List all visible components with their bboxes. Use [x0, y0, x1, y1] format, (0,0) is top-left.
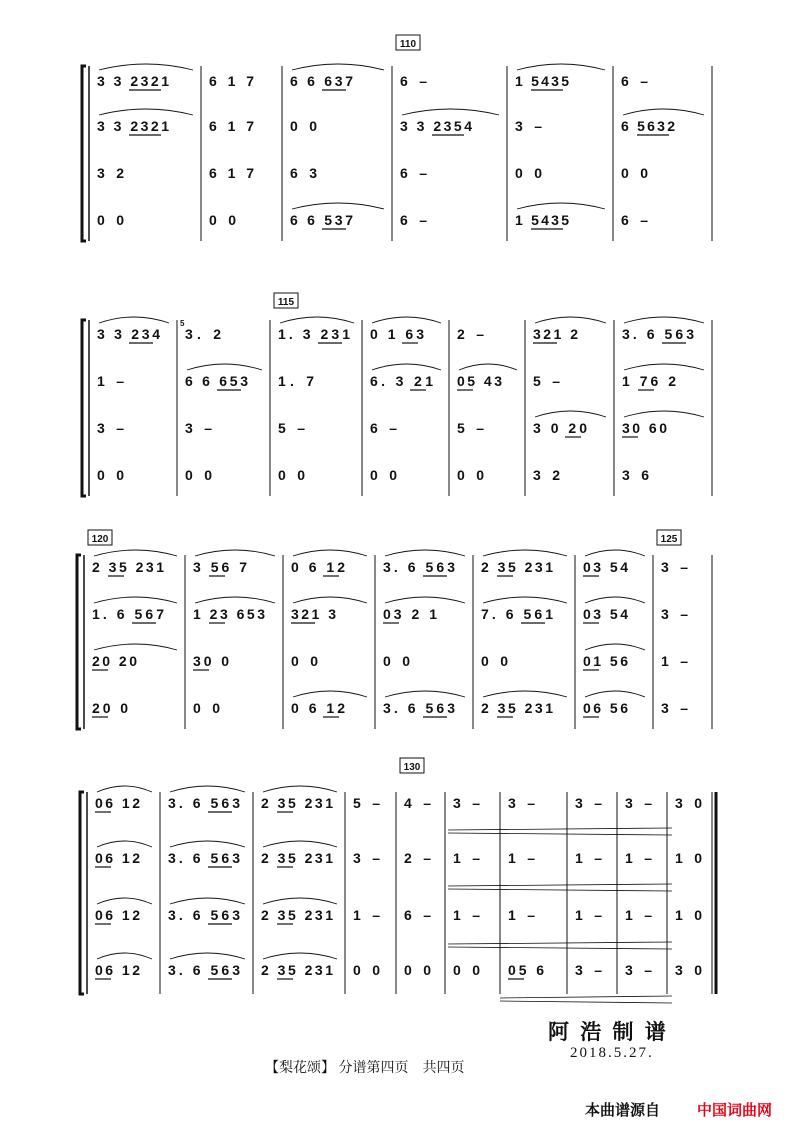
measure-notes: 20 0: [92, 700, 128, 716]
measure-notes: 321 2: [533, 326, 578, 342]
measure-notes: 3 2: [97, 165, 124, 181]
measure-notes: 3. 6 563: [168, 962, 240, 978]
rehearsal-mark-label: 110: [399, 39, 417, 50]
slur: [293, 550, 367, 556]
measure-notes: 6 3: [290, 165, 317, 181]
slur: [292, 203, 384, 209]
score-system-1: [82, 35, 712, 241]
measure-notes: 2 –: [404, 850, 431, 866]
slur: [402, 109, 499, 115]
measure-notes: 0 6 12: [291, 559, 345, 575]
measure-notes: 6 1 7: [209, 165, 254, 181]
measure-notes: 3 3 2321: [97, 118, 169, 134]
slur: [99, 64, 193, 70]
measure-notes: 0 1 63: [370, 326, 424, 342]
measure-notes: 3 6: [622, 467, 649, 483]
measure-notes: 6 1 7: [209, 73, 254, 89]
measure-notes: 0 0: [185, 467, 212, 483]
measure-notes: 3 –: [661, 606, 688, 622]
measure-notes: 3 3 2354: [400, 118, 472, 134]
measure-notes: 2 35 231: [261, 907, 333, 923]
source-site: 中国词曲网: [697, 1102, 773, 1119]
measure-notes: 6 5632: [621, 118, 675, 134]
sustain-line: [500, 1001, 672, 1003]
measure-notes: 05 6: [508, 962, 544, 978]
slur: [585, 597, 645, 603]
measure-notes: 321 3: [291, 606, 336, 622]
system-bracket: [80, 792, 84, 994]
slur: [483, 597, 567, 603]
measure-notes: 3 –: [353, 850, 380, 866]
system-bracket: [82, 320, 86, 496]
measure-notes: 1 –: [575, 907, 602, 923]
measure-notes: 2 35 231: [261, 850, 333, 866]
measure-notes: 3 3 2321: [97, 73, 169, 89]
slur: [293, 691, 367, 697]
measure-notes: 06 12: [95, 850, 140, 866]
score-system-4: [80, 758, 716, 994]
slur: [187, 364, 262, 370]
measure-notes: 1 –: [625, 850, 652, 866]
measure-notes: 6 –: [370, 420, 397, 436]
measure-notes: 1. 6 567: [92, 606, 164, 622]
slur: [263, 898, 337, 904]
measure-notes: 3. 6 563: [622, 326, 694, 342]
measure-notes: 0 0: [97, 212, 124, 228]
measure-notes: 1 0: [675, 907, 702, 923]
slur: [385, 691, 465, 697]
measure-notes: 0 0: [353, 962, 380, 978]
measure-notes: 2 –: [457, 326, 484, 342]
measure-notes: 2 35 231: [261, 962, 333, 978]
measure-notes: 3. 6 563: [383, 700, 455, 716]
measure-notes: 0 0: [481, 653, 508, 669]
rehearsal-mark: [400, 758, 424, 773]
measure-notes: 3 –: [515, 118, 542, 134]
slur: [459, 364, 517, 370]
measure-notes: 3. 6 563: [168, 795, 240, 811]
measure-notes: 1 23 653: [193, 606, 265, 622]
sustain-line: [448, 884, 672, 886]
slur: [623, 109, 704, 115]
measure-notes: 30 0: [193, 653, 229, 669]
measure-notes: 6 –: [404, 907, 431, 923]
measure-notes: 2 35 231: [481, 559, 553, 575]
slur: [624, 364, 704, 370]
rehearsal-mark: [88, 530, 112, 545]
measure-notes: 3 2: [533, 467, 560, 483]
measure-notes: 0 0: [97, 467, 124, 483]
slur: [280, 317, 354, 323]
arranger-credit: 阿 浩 制 谱: [548, 1020, 669, 1044]
measure-notes: 0 0: [383, 653, 410, 669]
rehearsal-mark: [657, 530, 681, 545]
slur: [585, 691, 645, 697]
measure-notes: 1 –: [508, 907, 535, 923]
measure-notes: 6 –: [400, 212, 427, 228]
measure-notes: 2 35 231: [92, 559, 164, 575]
slur: [292, 64, 384, 70]
slur: [94, 644, 177, 650]
measure-notes: 6 –: [621, 212, 648, 228]
measure-notes: 03 2 1: [383, 606, 437, 622]
measure-notes: 5 –: [278, 420, 305, 436]
measure-notes: 1 –: [508, 850, 535, 866]
sustain-line: [448, 947, 672, 949]
measure-notes: 0 0: [290, 118, 317, 134]
slur: [372, 364, 441, 370]
measure-notes: 6 6 537: [290, 212, 353, 228]
measure-notes: 1 –: [575, 850, 602, 866]
slur: [535, 317, 606, 323]
measure-notes: 3 –: [508, 795, 535, 811]
measure-notes: 1 5435: [515, 212, 569, 228]
measure-notes: 1 –: [353, 907, 380, 923]
page-footer-title: 【梨花颂】 分谱第四页 共四页: [265, 1061, 465, 1076]
measure-notes: 1 –: [625, 907, 652, 923]
measure-notes: 0 6 12: [291, 700, 345, 716]
measure-notes: 0 0: [457, 467, 484, 483]
slur: [97, 786, 152, 792]
sustain-line: [448, 833, 672, 835]
measure-notes: 3 0: [675, 962, 702, 978]
slur: [585, 644, 645, 650]
measure-notes: 1. 7: [278, 373, 314, 389]
measure-notes: 3 –: [661, 700, 688, 716]
measure-notes: 3 0: [675, 795, 702, 811]
measure-notes: 06 12: [95, 962, 140, 978]
measure-notes: 06 12: [95, 907, 140, 923]
slur: [263, 841, 337, 847]
slur: [385, 550, 465, 556]
measure-notes: 0 0: [515, 165, 542, 181]
measure-notes: 3 –: [185, 420, 212, 436]
measure-notes: 30 60: [622, 420, 667, 436]
measure-notes: 3 –: [625, 962, 652, 978]
measure-notes: 0 0: [370, 467, 397, 483]
slur: [517, 64, 605, 70]
measure-notes: 03 54: [583, 559, 628, 575]
measure-notes: 6 –: [400, 165, 427, 181]
slur: [170, 841, 245, 847]
slur: [535, 411, 606, 417]
slur: [97, 841, 152, 847]
measure-notes: 1 5435: [515, 73, 569, 89]
rehearsal-mark-label: 120: [91, 534, 109, 545]
measure-notes: 3 –: [97, 420, 124, 436]
measure-notes: 3. 6 563: [168, 850, 240, 866]
measure-notes: 1 –: [97, 373, 124, 389]
sustain-line: [448, 828, 672, 830]
measure-notes: 1 0: [675, 850, 702, 866]
slur: [483, 550, 567, 556]
source-label: 本曲谱源自: [585, 1102, 661, 1119]
arranged-date: 2018.5.27.: [570, 1045, 654, 1061]
measure-notes: 3 0 20: [533, 420, 587, 436]
measure-notes: 3. 2: [185, 326, 221, 342]
measure-notes: 4 –: [404, 795, 431, 811]
measure-notes: 6 1 7: [209, 118, 254, 134]
slur: [94, 550, 177, 556]
measure-notes: 2 35 231: [481, 700, 553, 716]
slur: [385, 597, 465, 603]
measure-notes: 0 0: [621, 165, 648, 181]
measure-notes: 3 –: [575, 962, 602, 978]
measure-notes: 1 –: [453, 850, 480, 866]
slur: [99, 317, 169, 323]
slur: [97, 953, 152, 959]
measure-notes: 1 –: [661, 653, 688, 669]
slur: [517, 203, 605, 209]
slur: [94, 597, 177, 603]
measure-notes: 6 –: [400, 73, 427, 89]
slur: [170, 953, 245, 959]
measure-notes: 3 –: [661, 559, 688, 575]
slur: [263, 786, 337, 792]
measure-notes: 0 0: [209, 212, 236, 228]
measure-notes: 0 0: [453, 962, 480, 978]
measure-notes: 0 0: [404, 962, 431, 978]
slur: [195, 550, 275, 556]
score-system-2: [82, 293, 712, 496]
rehearsal-mark-label: 115: [277, 297, 295, 308]
measure-notes: 6 –: [621, 73, 648, 89]
measure-notes: 3 56 7: [193, 559, 247, 575]
measure-notes: 3 –: [575, 795, 602, 811]
measure-notes: 0 0: [193, 700, 220, 716]
slur: [624, 317, 704, 323]
measure-notes: 5 –: [533, 373, 560, 389]
measure-notes: 05 43: [457, 373, 502, 389]
measure-notes: 3. 6 563: [383, 559, 455, 575]
slur: [293, 597, 367, 603]
rehearsal-mark-label: 125: [660, 534, 678, 545]
slur: [372, 317, 441, 323]
slur: [624, 411, 704, 417]
measure-notes: 5 –: [457, 420, 484, 436]
slur: [97, 898, 152, 904]
measure-notes: 1 76 2: [622, 373, 676, 389]
measure-notes: 7. 6 561: [481, 606, 553, 622]
measure-notes: 6 6 653: [185, 373, 248, 389]
measure-notes: 03 54: [583, 606, 628, 622]
measure-notes: 6. 3 21: [370, 373, 433, 389]
slur: [170, 898, 245, 904]
measure-notes: 3. 6 563: [168, 907, 240, 923]
slur: [585, 550, 645, 556]
measure-notes: 01 56: [583, 653, 628, 669]
rehearsal-mark: [274, 293, 298, 308]
slur: [170, 786, 245, 792]
measure-notes: 2 35 231: [261, 795, 333, 811]
slur: [99, 109, 193, 115]
sustain-line: [500, 996, 672, 998]
score-system-3: [77, 530, 712, 729]
measure-notes: 1 –: [453, 907, 480, 923]
measure-notes: 06 56: [583, 700, 628, 716]
measure-notes: 0 0: [291, 653, 318, 669]
measure-notes: 0 0: [278, 467, 305, 483]
measure-notes: 5 –: [353, 795, 380, 811]
measure-notes: 3 –: [453, 795, 480, 811]
rehearsal-mark-label: 130: [403, 762, 421, 773]
measure-notes: 06 12: [95, 795, 140, 811]
slur: [263, 953, 337, 959]
measure-notes: 1. 3 231: [278, 326, 350, 342]
measure-notes: 20 20: [92, 653, 137, 669]
measure-notes: 3 –: [625, 795, 652, 811]
system-bracket: [82, 66, 86, 241]
system-bracket: [77, 555, 81, 729]
sustain-line: [448, 889, 672, 891]
slur: [195, 597, 275, 603]
rehearsal-mark: [396, 35, 420, 50]
slur: [483, 691, 567, 697]
measure-notes: 6 6 637: [290, 73, 353, 89]
sustain-line: [448, 942, 672, 944]
measure-notes: 3 3 234: [97, 326, 160, 342]
breath-mark: 5: [180, 319, 185, 328]
